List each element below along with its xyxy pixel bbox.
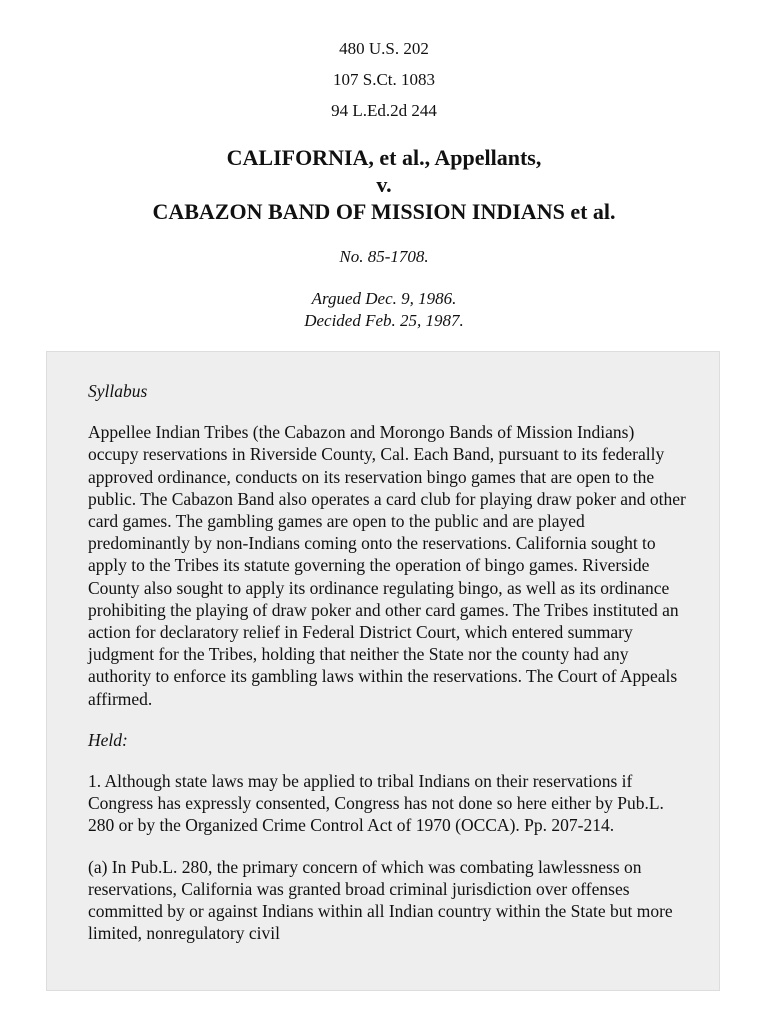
versus: v. bbox=[376, 172, 392, 197]
holding-point-1a: (a) In Pub.L. 280, the primary concern of which was combating lawlessness on reservations, California was granted broad criminal jurisdiction over offenses committed by or against Indians within all Indian country within the State but more limited, nonregulatory civil bbox=[88, 856, 673, 944]
case-caption bbox=[0, 144, 768, 225]
decided-date: Decided Feb. 25, 1987. bbox=[304, 311, 464, 330]
appellants: CALIFORNIA, et al., Appellants, bbox=[226, 145, 542, 170]
appellees: CABAZON BAND OF MISSION INDIANS et al. bbox=[152, 199, 616, 224]
us-reports-citation: 480 U.S. 202 bbox=[339, 39, 429, 58]
held-label: Held: bbox=[88, 729, 128, 750]
holding-point-1: 1. Although state laws may be applied to tribal Indians on their reservations if Congress has expressly consented, Congress has not done so here either by Pub.L. 280 or by the Organized Crime Control Act of 1970 (OCCA). Pp. 207-214. bbox=[88, 771, 664, 836]
syllabus-content bbox=[88, 380, 688, 963]
case-dates bbox=[0, 288, 768, 332]
supreme-court-reporter-citation: 107 S.Ct. 1083 bbox=[332, 70, 436, 89]
syllabus-box bbox=[46, 351, 720, 991]
argued-date: Argued Dec. 9, 1986. bbox=[311, 289, 457, 308]
lawyers-edition-citation: 94 L.Ed.2d 244 bbox=[331, 101, 437, 120]
citations bbox=[0, 33, 768, 126]
syllabus-heading: Syllabus bbox=[88, 381, 148, 401]
syllabus-intro: Appellee Indian Tribes (the Cabazon and Morongo Bands of Mission Indians) occupy reservations in Riverside County, Cal. Each Band, pursuant to its federally approved ordinance, conducts on its reservation bingo games that are open to the public. The Cabazon Band also operates a card club for playing draw poker and other card games. The gambling games are open to the public and are played predominantly by non-Indians coming onto the reservations. California sought to apply to the Tribes its statute governing the operation of bingo games. Riverside County also sought to apply its ordinance regulating bingo, as well as its ordinance prohibiting the playing of draw poker and other card games. The Tribes instituted an action for declaratory relief in Federal District Court, which entered summary judgment for the Tribes, holding that neither the State nor the county had any authority to enforce its gambling laws within the reservations. The Court of Appeals affirmed. bbox=[88, 422, 686, 709]
docket-number: No. 85-1708. bbox=[339, 247, 429, 266]
